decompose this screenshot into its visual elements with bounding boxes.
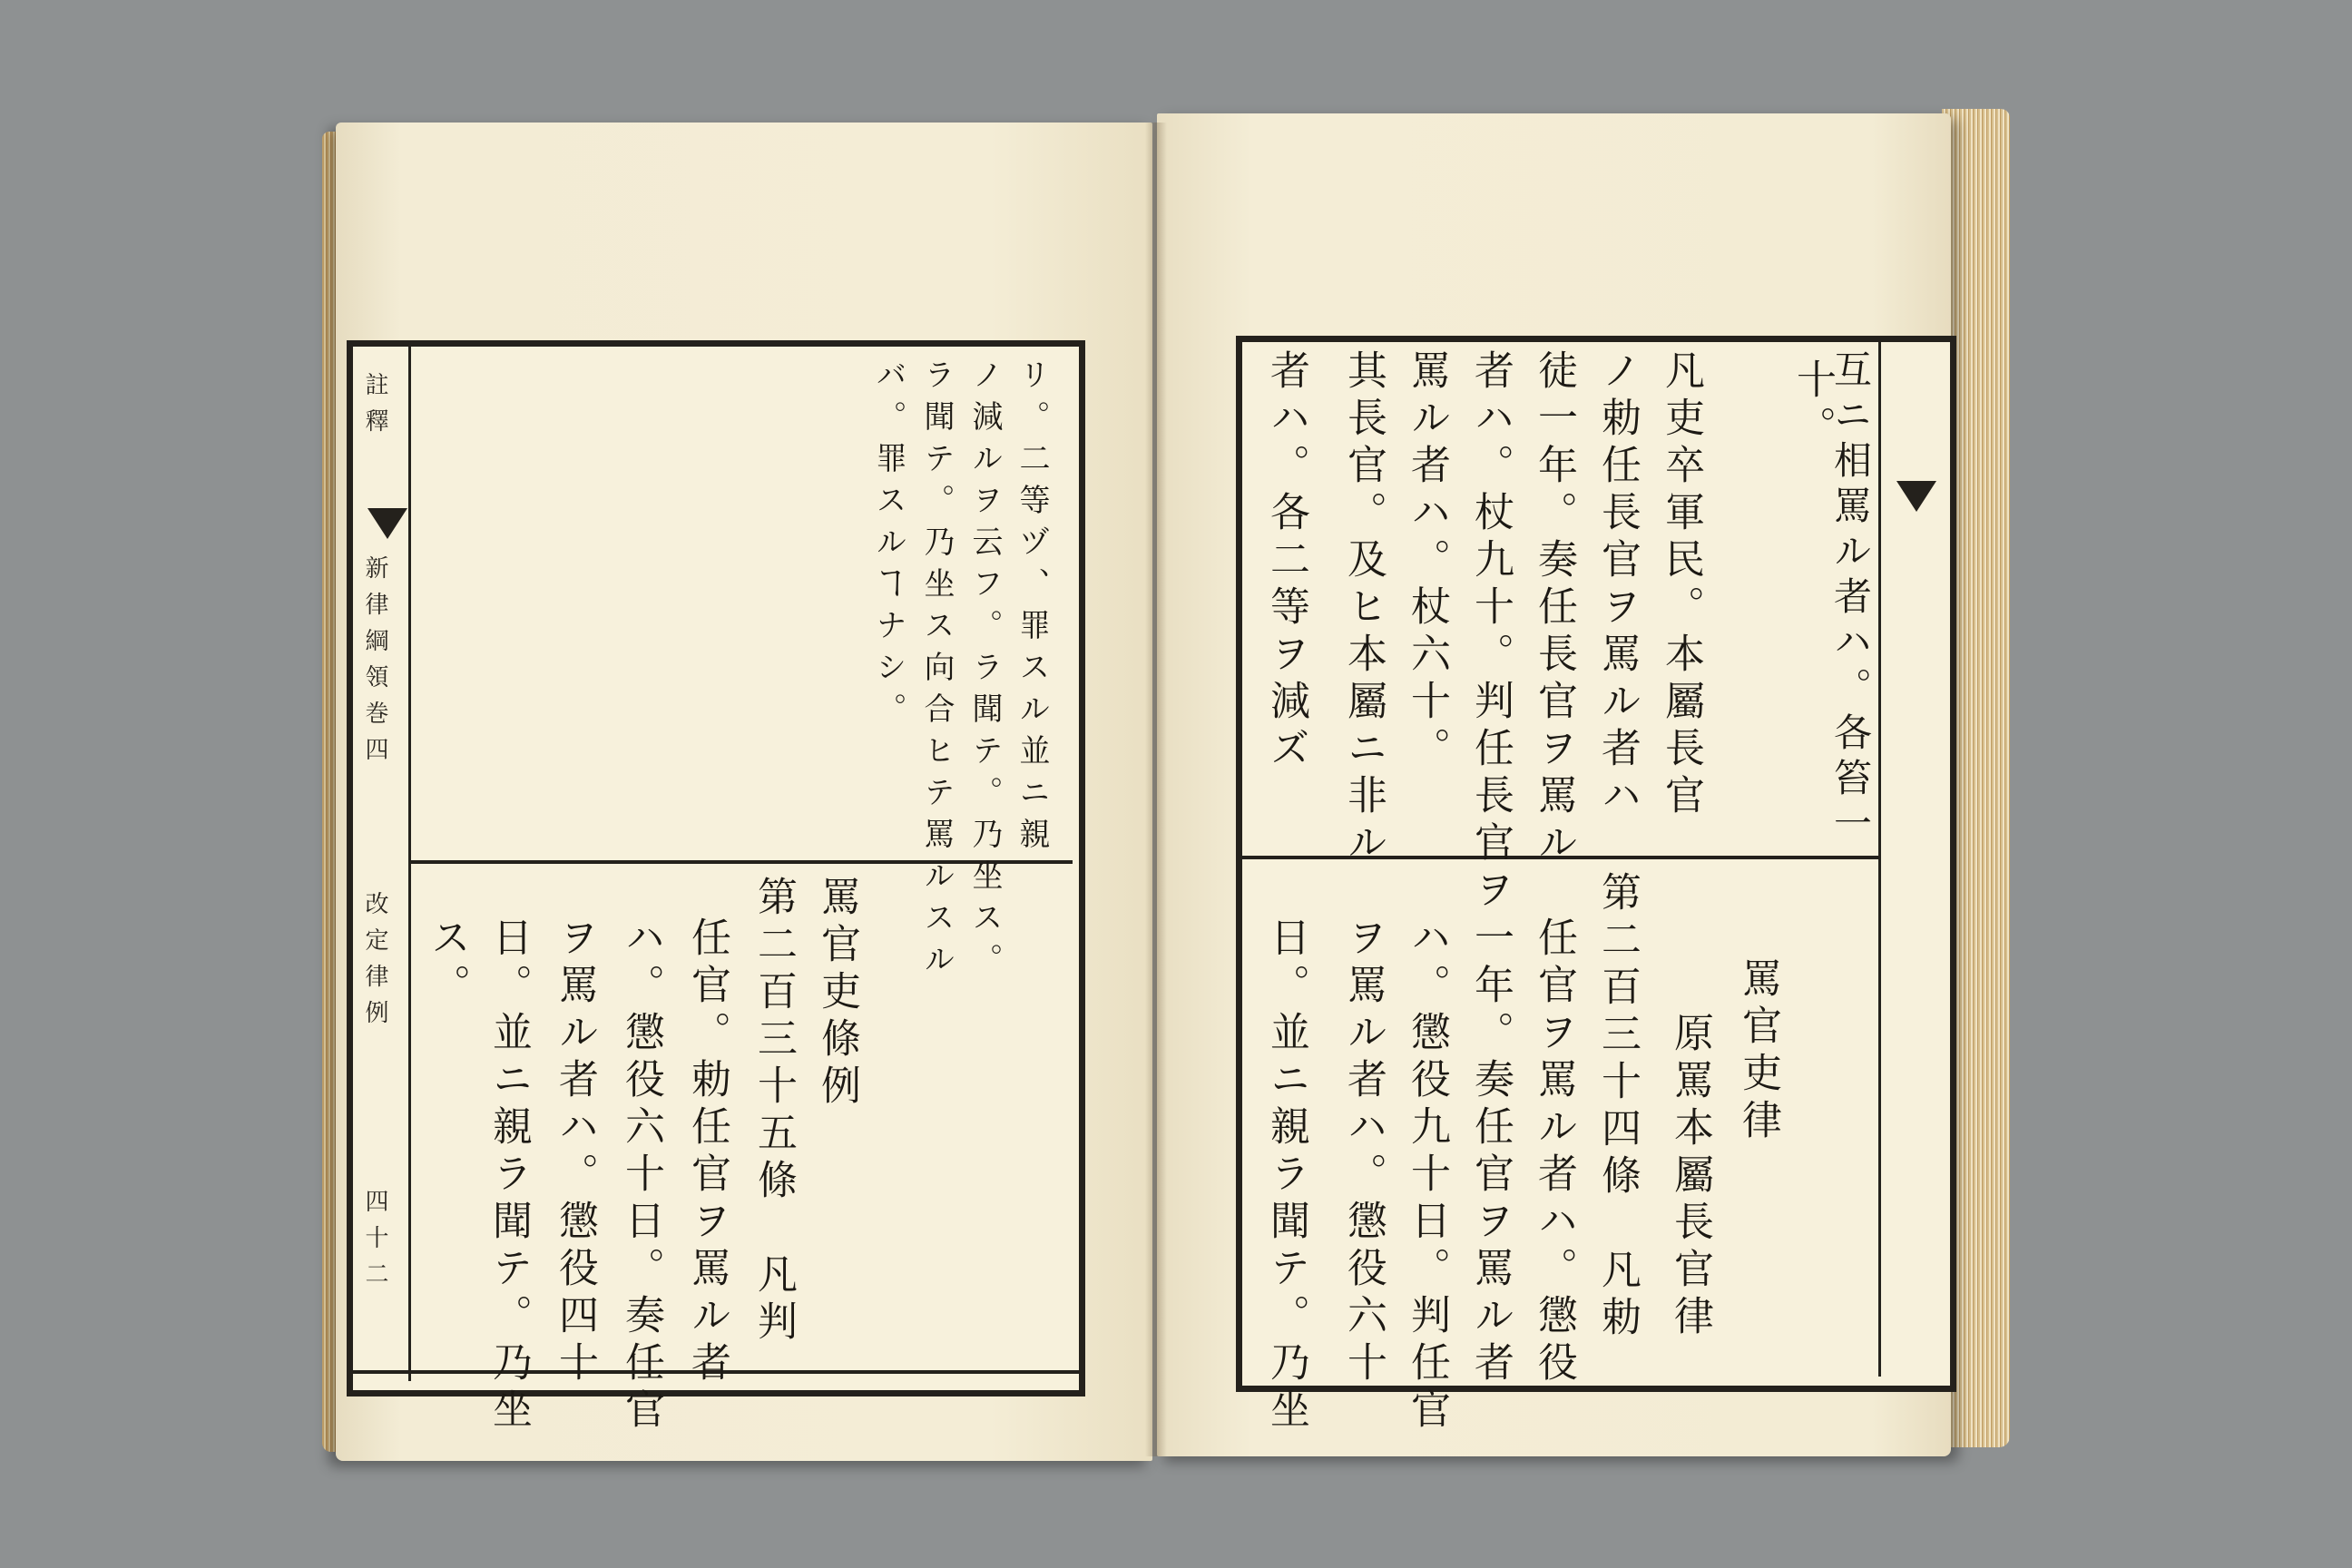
text-column: 十。 [1789, 358, 1836, 453]
note-column: ノ減ルヲ云フ。ラ聞テ。乃坐ス。 [966, 358, 1003, 985]
note-column: リ。二等ヅ、罪スル並ニ親 [1014, 358, 1050, 859]
text-column: 日。並ニ親ラ聞テ。乃坐 [485, 916, 532, 1436]
note-column: ラ聞テ。乃坐ス向合ヒテ罵ルスル [918, 358, 955, 985]
text-column: 第二百三十四條 凡勅 [1594, 871, 1641, 1343]
fishtail-mark-right [1896, 481, 1936, 512]
text-column: 一年。奏任官ヲ罵ル者 [1467, 916, 1514, 1388]
text-column: ハ。懲役九十日。判任官 [1404, 916, 1450, 1436]
section-heading: 罵官吏律 [1735, 957, 1781, 1146]
text-column: 其長官。及ヒ本屬ニ非ル [1340, 349, 1387, 868]
margin-book-title: 新律綱領巻四 [361, 555, 388, 773]
margin-folio: 四十二 [361, 1189, 388, 1298]
text-column: 任官ヲ罵ル者ハ。懲役 [1531, 916, 1577, 1388]
book-gutter [1145, 122, 1167, 1456]
margin-top-label: 註釋 [361, 372, 388, 445]
text-column: 任官。勅任官ヲ罵ル者 [684, 916, 730, 1388]
text-column: 互ニ相罵ル者ハ。各笞一 [1828, 349, 1873, 848]
text-column: 徒一年。奏任長官ヲ罵ル [1531, 349, 1577, 868]
note-column: バ。罪スルヿナシ。 [870, 358, 906, 734]
fishtail-mark [368, 508, 407, 539]
text-column: ハ。懲役六十日。奏任官 [618, 916, 664, 1436]
text-column: ス。 [424, 916, 470, 1011]
text-column: 罵ル者ハ。杖六十。 [1404, 349, 1450, 774]
text-column: ノ勅任長官ヲ罵ル者ハ [1594, 349, 1641, 821]
text-column: ヲ罵ル者ハ。懲役六十 [1340, 916, 1387, 1388]
text-column: ヲ罵ル者ハ。懲役四十 [552, 916, 598, 1388]
right-margin-rule [1878, 342, 1881, 1377]
text-column: 凡吏卒軍民。本屬長官 [1658, 349, 1704, 821]
left-margin-rule [408, 347, 411, 1381]
text-column: 者ハ。杖九十。判任長官ヲ [1467, 349, 1514, 916]
margin-lower-title: 改定律例 [361, 891, 388, 1036]
text-column: 第二百三十五條 凡判 [750, 876, 797, 1348]
text-column: 原罵本屬長官律 [1667, 1012, 1713, 1342]
text-column: 者ハ。各二等ヲ減ズ [1263, 349, 1309, 774]
section-heading: 罵官吏條例 [814, 876, 860, 1112]
text-column: 日。並ニ親ラ聞テ。乃坐 [1263, 916, 1309, 1436]
